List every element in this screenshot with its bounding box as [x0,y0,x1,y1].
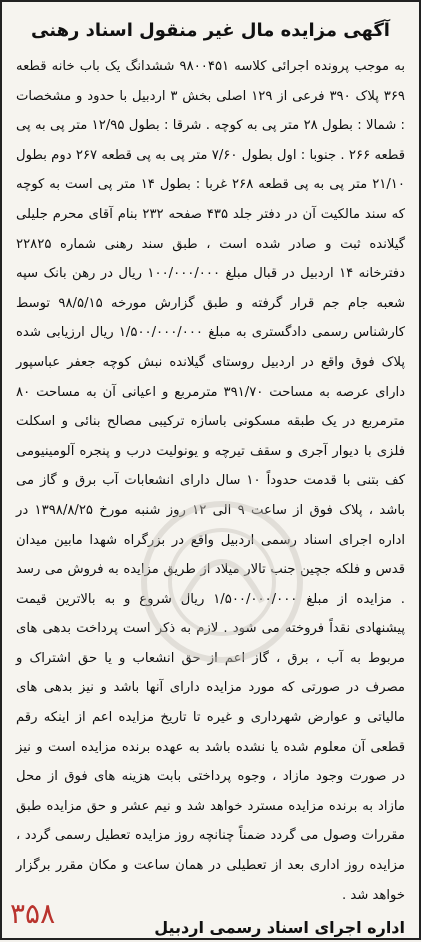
notice-body: به موجب پرونده اجرائی کلاسه ۹۸۰۰۴۵۱ ششدانگ یک باب خانه قطعه ۳۶۹ پلاک ۳۹۰ فرعی از ۱۲۹ اصلی بخش ۳ اردبیل با حدود و مشخصات : شمالا : بطول ۲۸ متر پی به کوچه . شرقا : بطول ۱۲/۹۵ متر پی به پی قطعه ۲۶۶ . جنوبا : اول بطول ۷/۶۰ متر پی به پی قطعه ۲۶۷ دوم بطول ۲۱/۱۰ متر پی به پی قطعه ۲۶۸ غربا : بطول ۱۴ متر پی است به کوچه که سند مالکیت آن در دفتر جلد ۴۳۵ صفحه ۲۳۲ بنام آقای محرم جلیلی گیلانده ثبت و صادر شده است ، طبق سند رهنی شماره ۲۲۸۲۵ دفترخانه ۱۴ اردبیل در قبال مبلغ ۱۰۰/۰۰۰/۰۰۰ ریال در رهن بانک سپه شعبه جام جم قرار گرفته و طبق گزارش مورخه ۹۸/۵/۱۵ توسط کارشناس رسمی دادگستری به مبلغ ۱/۵۰۰/۰۰۰/۰۰۰ ریال ارزیابی شده پلاک فوق واقع در اردبیل روستای گیلانده نبش کوچه جعفر عباسپور دارای عرصه به مساحت ۳۹۱/۷۰ مترمربع و اعیانی آن به مساحت ۸۰ مترمربع در یک طبقه مسکونی باسازه ترکیبی مصالح بنائی و اسکلت فلزی با دیوار آجری و سقف تیرچه و یونولیت درب و پنجره آلومینیومی کف بتنی با قدمت حدوداً ۱۰ سال دارای انشعابات آب برق و گاز می باشد ، پلاک فوق از ساعت ۹ الی ۱۲ روز شنبه مورخ ۱۳۹۸/۸/۲۵ در اداره اجرای اسناد رسمی اردبیل واقع در بزرگراه شهدا مابین میدان قدس و فلکه جچین جنب تالار میلاد از طریق مزایده به فروش می رسد . مزایده از مبلغ ۱/۵۰۰/۰۰۰/۰۰۰ ریال شروع و به بالاترین قیمت پیشنهادی نقداً فروخته می شود . لازم به ذکر است پرداخت بدهی های مربوط به آب ، برق ، گاز اعم از حق انشعاب و یا حق اشتراک و مصرف در صورتی که مورد مزایده دارای آنها باشد و نیز بدهی های مالیاتی و عوارض شهرداری و غیره تا تاریخ مزایده اعم از اینکه رقم قطعی آن معلوم شده یا نشده باشد به عهده برنده مزایده است و نیز در صورت وجود مازاد ، وجوه پرداختی بابت هزینه های فوق از محل مازاد به برنده مزایده مسترد خواهد شد و نیم عشر و حق مزایده طبق مقررات وصول می گردد ضمناً چنانچه روز مزایده تعطیل رسمی گردد ، مزایده روز اداری بعد از تعطیلی در همان ساعت و مکان مقرر برگزار خواهد شد . [16,59,406,903]
notice-signature: اداره اجرای اسناد رسمی اردبیل [154,918,405,938]
corner-handwritten-mark: ۳۵۸ [10,897,56,930]
notice-title: آگهی مزایده مال غیر منقول اسناد رهنی [31,20,390,41]
